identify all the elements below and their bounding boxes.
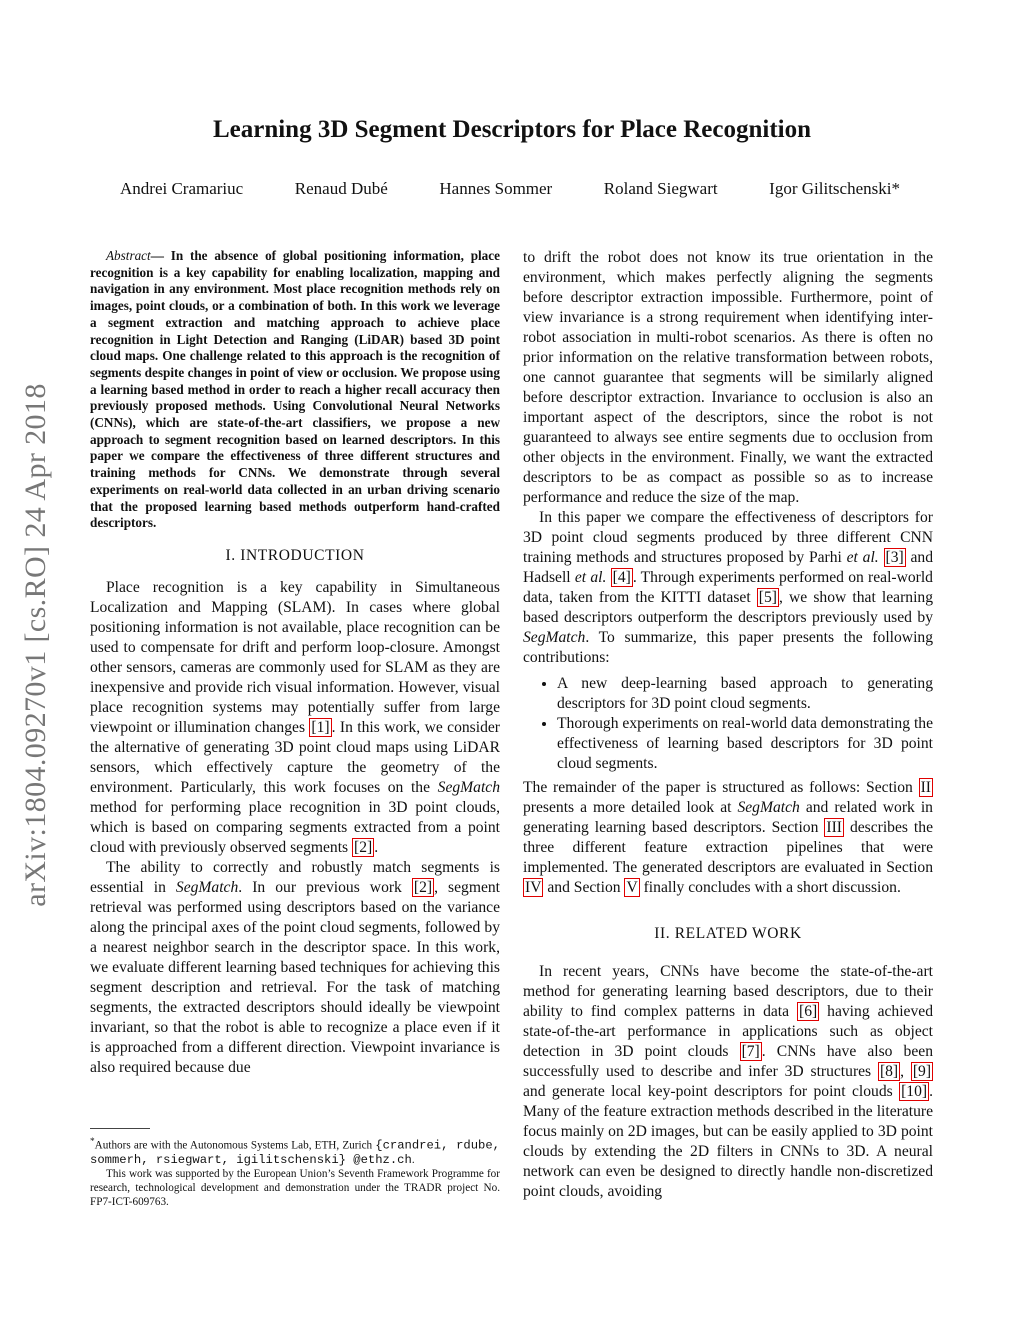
structure-paragraph: The remainder of the paper is structured as follows: Section II presents a more detailed look at SegMatch and related work in generating learning based descriptors. Section III describes the three different feature extraction pipelines that were implemented. The generated descriptors are evaluated in Section IV and Section V finally concludes with a short discussion. (523, 779, 933, 896)
author: Andrei Cramariuc (120, 179, 244, 198)
left-column (90, 248, 500, 1078)
citation-link[interactable]: [4] (612, 569, 631, 586)
intro-paragraph-2: The ability to correctly and robustly match segments is essential in SegMatch. In our previous work [2] , segment retrieval was performed using descriptors based on the variance along the principal axes of the point cloud segments, followed by a nearest neighbor search in the descriptor space. In this work, we evaluate different learning based techniques for achieving this segment description and retrieval. For the task of matching segments, the extracted descriptors should ideally be viewpoint invariant, so that the robot is able to recognize a place even if it is approached from a different direction. Viewpoint invariance is also required because due (90, 858, 500, 1076)
abstract-text: — In the absence of global positioning information, place recognition is a key capability for enabling localization, mapping and navigation in any environment. Most place recognition methods rely on images, point clouds, or a combination of both. In this work we leverage a segment extraction and matching approach to achieve place recognition in Light Detection and Ranging (LiDAR) based 3D point cloud maps. One challenge related to this approach is the recognition of segments despite changes in point of view or occlusion. We propose using a learning based method in order to reach a higher recall accuracy then previously proposed methods. Using Convolutional Neural Networks (CNNs), which are state-of-the-art classifiers, we propose a new approach to segment recognition based on learned descriptors. In this paper we compare the effectiveness of three different structures and training methods for CNNs. We demonstrate through several experiments on real-world data collected in an urban driving scenario that the proposed learning based methods outperform hand-crafted descriptors. (90, 248, 500, 531)
list-item: • A new deep-learning based approach to generating descriptors for 3D point cloud segments. (557, 674, 933, 714)
author: Igor Gilitschenski* (769, 179, 900, 198)
citation-link[interactable]: [2] (354, 838, 373, 856)
right-column (523, 248, 933, 1202)
abstract-label: Abstract (106, 248, 151, 263)
citation-link[interactable]: [3] (885, 549, 904, 566)
citation-link[interactable]: [6] (799, 1003, 818, 1020)
author: Roland Siegwart (603, 179, 718, 198)
citation-link[interactable]: [1] (311, 718, 330, 736)
continued-paragraph: to drift the robot does not know its true orientation in the environment, which makes perfectly aligning the segments before descriptor extraction impossible. Furthermore, point of view invariance is a strong requirement when identifying inter-robot association in multi-robot scenarios. As there is often no prior information on the relative transformation between robots, one cannot guarantee that segments will be similarly aligned before descriptor extraction. Invariance to occlusion is also an important aspect of the descriptors, since the robot is not guaranteed to always see entire segments due to occlusion from other objects in the environment. Finally, we want the extracted descriptors to be as compact as possible so as to increase performance and reduce the size of the map. (523, 249, 933, 506)
footnote-rule (90, 1128, 150, 1129)
section-heading-introduction: I. INTRODUCTION (225, 546, 365, 564)
author-list (120, 179, 900, 199)
citation-link[interactable]: [8] (879, 1063, 899, 1080)
section-link[interactable]: III (826, 819, 842, 836)
affiliation-footnote: *Authors are with the Autonomous Systems Lab, ETH, Zurich {crandrei, rdube, sommerh, rsiegwart, igilitschenski} @ethz.ch. (90, 1137, 500, 1167)
list-item: • Thorough experiments on real-world data demonstrating the effectiveness of learning based descriptors for 3D point cloud segments. (557, 714, 933, 774)
section-link[interactable]: IV (525, 879, 542, 896)
section-link[interactable]: V (626, 879, 638, 896)
contribution-paragraph: In this paper we compare the effectiveness of descriptors for 3D point cloud segments produced by three different CNN training methods and structures proposed by Parhi et al. [3] and Hadsell et al. [4] . Through experiments performed on real-world data, taken from the KITTI dataset [5] , we show that learning based descriptors outperform the descriptors previously used by SegMatch. To summarize, this paper presents the following contributions: (523, 509, 934, 666)
paper-title: Learning 3D Segment Descriptors for Place Recognition (212, 116, 812, 143)
section-heading-related-work: II. RELATED WORK (654, 925, 802, 942)
arxiv-sidebar (12, 350, 60, 940)
author-emails: {crandrei, rdube, sommerh, rsiegwart, igilitschenski} @ethz.ch (90, 1138, 500, 1167)
citation-link[interactable]: [2] (413, 878, 433, 896)
citation-link[interactable]: [5] (758, 589, 777, 606)
citation-link[interactable]: [9] (912, 1063, 932, 1080)
abstract (90, 248, 500, 532)
citation-link[interactable]: [10] (901, 1083, 928, 1100)
author: Hannes Sommer (439, 179, 553, 198)
author: Renaud Dubé (294, 179, 388, 198)
section-link[interactable]: II (920, 779, 931, 796)
footnote (90, 1135, 500, 1209)
related-work-paragraph: In recent years, CNNs have become the state-of-the-art method for generating learning based descriptors, due to their ability to find complex patterns in data [6] having achieved state-of-the-art performance in applications such as object detection in 3D point clouds [7] . CNNs have also been successfully used to describe and infer 3D structures [8] , [9] and generate local key-point descriptors for point clouds [10] . Many of the feature extraction methods described in the literature focus mainly on 2D images, but can be easily applied to 3D point clouds by extending the 2D filters in CNNs to 3D. A neural network can even be designed to directly handle non-discretized point clouds, avoiding (523, 963, 933, 1200)
funding-footnote: This work was supported by the European Union’s Seventh Framework Programme for research, technological development and demonstration under the TRADR project No. FP7-ICT-609763. (90, 1167, 500, 1208)
citation-link[interactable]: [7] (741, 1043, 760, 1060)
arxiv-identifier: arXiv:1804.09270v1 [cs.RO] 24 Apr 2018 (19, 383, 52, 907)
intro-paragraph-1: Place recognition is a key capability in Simultaneous Localization and Mapping (SLAM). In cases where global positioning information is not available, place recognition can be used to compensate for drift and perform loop-closure. Amongst other sensors, cameras are commonly used for SLAM as they are inexpensive and provide rich visual information. However, visual place recognition systems may potentially suffer from large viewpoint or illumination changes [1] . In this work, we consider the alternative of generating 3D point cloud maps using LiDAR sensors, which effectively capture the geometry of the environment. Particularly, this work focuses on the SegMatch method for performing place recognition in 3D point clouds, which is based on comparing segments extracted from a point cloud with previously observed segments [2] . (90, 578, 500, 856)
contribution-list (523, 674, 933, 774)
